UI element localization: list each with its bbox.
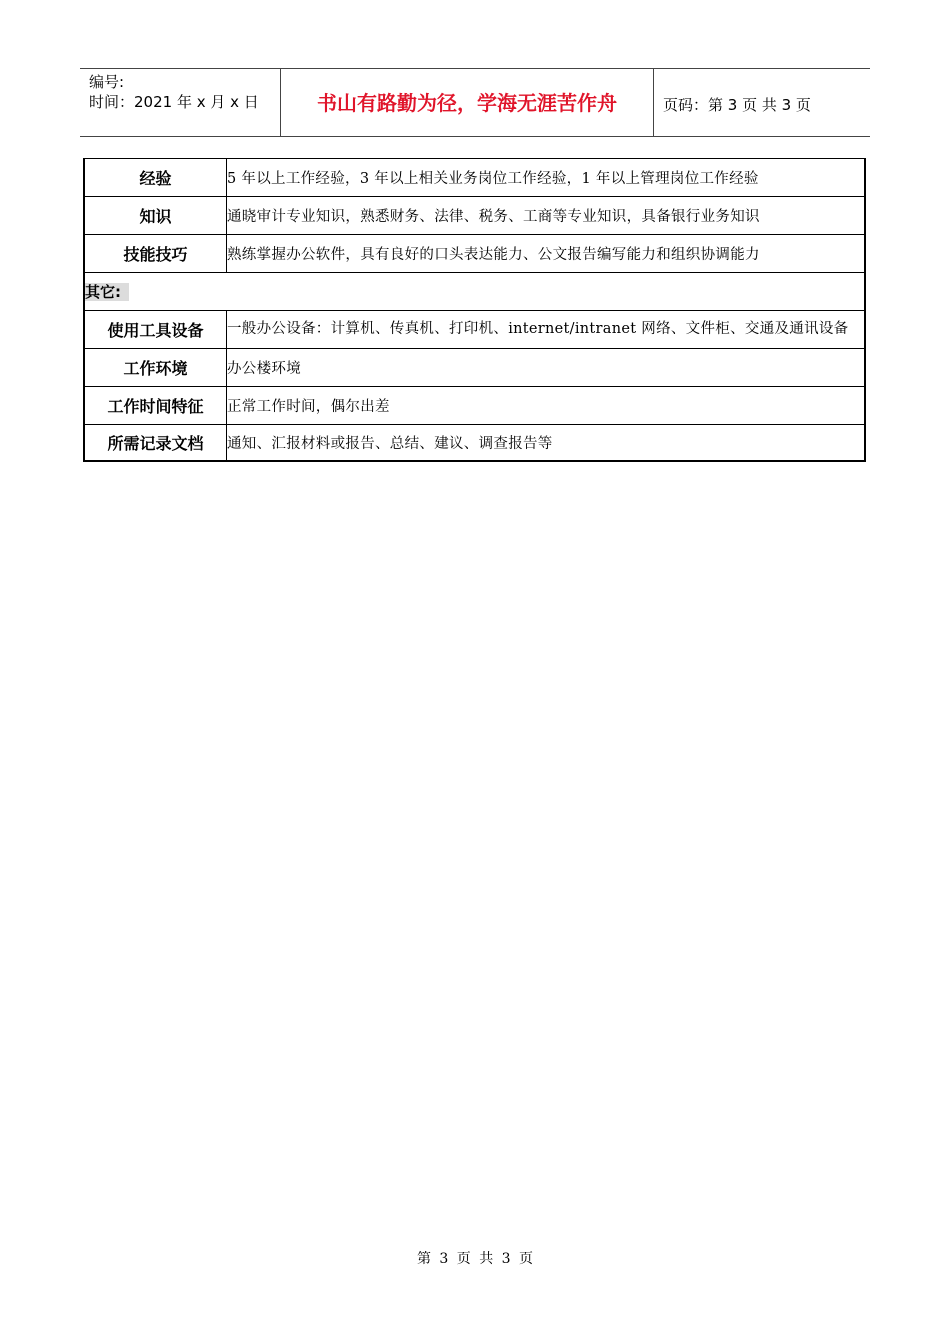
- tools-label: 使用工具设备: [84, 311, 227, 349]
- motto-text: 书山有路勤为径，学海无涯苦作舟: [317, 91, 617, 115]
- table-row: [84, 425, 865, 461]
- table-row: [84, 159, 865, 197]
- header-meta: [80, 69, 281, 136]
- environment-label: 工作环境: [84, 349, 227, 387]
- environment-value: 办公楼环境: [227, 349, 866, 387]
- skills-value: 熟练掌握办公软件，具有良好的口头表达能力、公文报告编写能力和组织协调能力: [227, 235, 866, 273]
- table-row: [84, 349, 865, 387]
- header-motto-cell: [281, 69, 654, 136]
- work-time-label: 工作时间特征: [84, 387, 227, 425]
- table-row: [84, 311, 865, 349]
- serial-label: 编号:: [89, 73, 125, 91]
- table-row: [84, 273, 865, 311]
- skills-label: 技能技巧: [84, 235, 227, 273]
- table-row: [84, 387, 865, 425]
- page-header: [80, 68, 870, 137]
- experience-value: 5 年以上工作经验，3 年以上相关业务岗位工作经验，1 年以上管理岗位工作经验: [227, 159, 866, 197]
- job-requirements-table: [83, 158, 866, 462]
- other-section-header: [84, 273, 865, 311]
- header-page-cell: [654, 69, 870, 136]
- table-row: [84, 197, 865, 235]
- experience-label: 经验: [84, 159, 227, 197]
- other-label: 其它:: [85, 283, 129, 301]
- documents-label: 所需记录文档: [84, 425, 227, 461]
- tools-value: 一般办公设备：计算机、传真机、打印机、internet/intranet 网络、文件柜、交通及通讯设备: [227, 311, 866, 349]
- time-label: 时间：2021 年 x 月 x 日: [89, 93, 259, 111]
- knowledge-value: 通晓审计专业知识，熟悉财务、法律、税务、工商等专业知识，具备银行业务知识: [227, 197, 866, 235]
- page-footer: 第 3 页 共 3 页: [416, 1251, 534, 1267]
- documents-value: 通知、汇报材料或报告、总结、建议、调查报告等: [227, 425, 866, 461]
- work-time-value: 正常工作时间，偶尔出差: [227, 387, 866, 425]
- table-row: [84, 235, 865, 273]
- knowledge-label: 知识: [84, 197, 227, 235]
- page-info: 页码：第 3 页 共 3 页: [663, 96, 811, 114]
